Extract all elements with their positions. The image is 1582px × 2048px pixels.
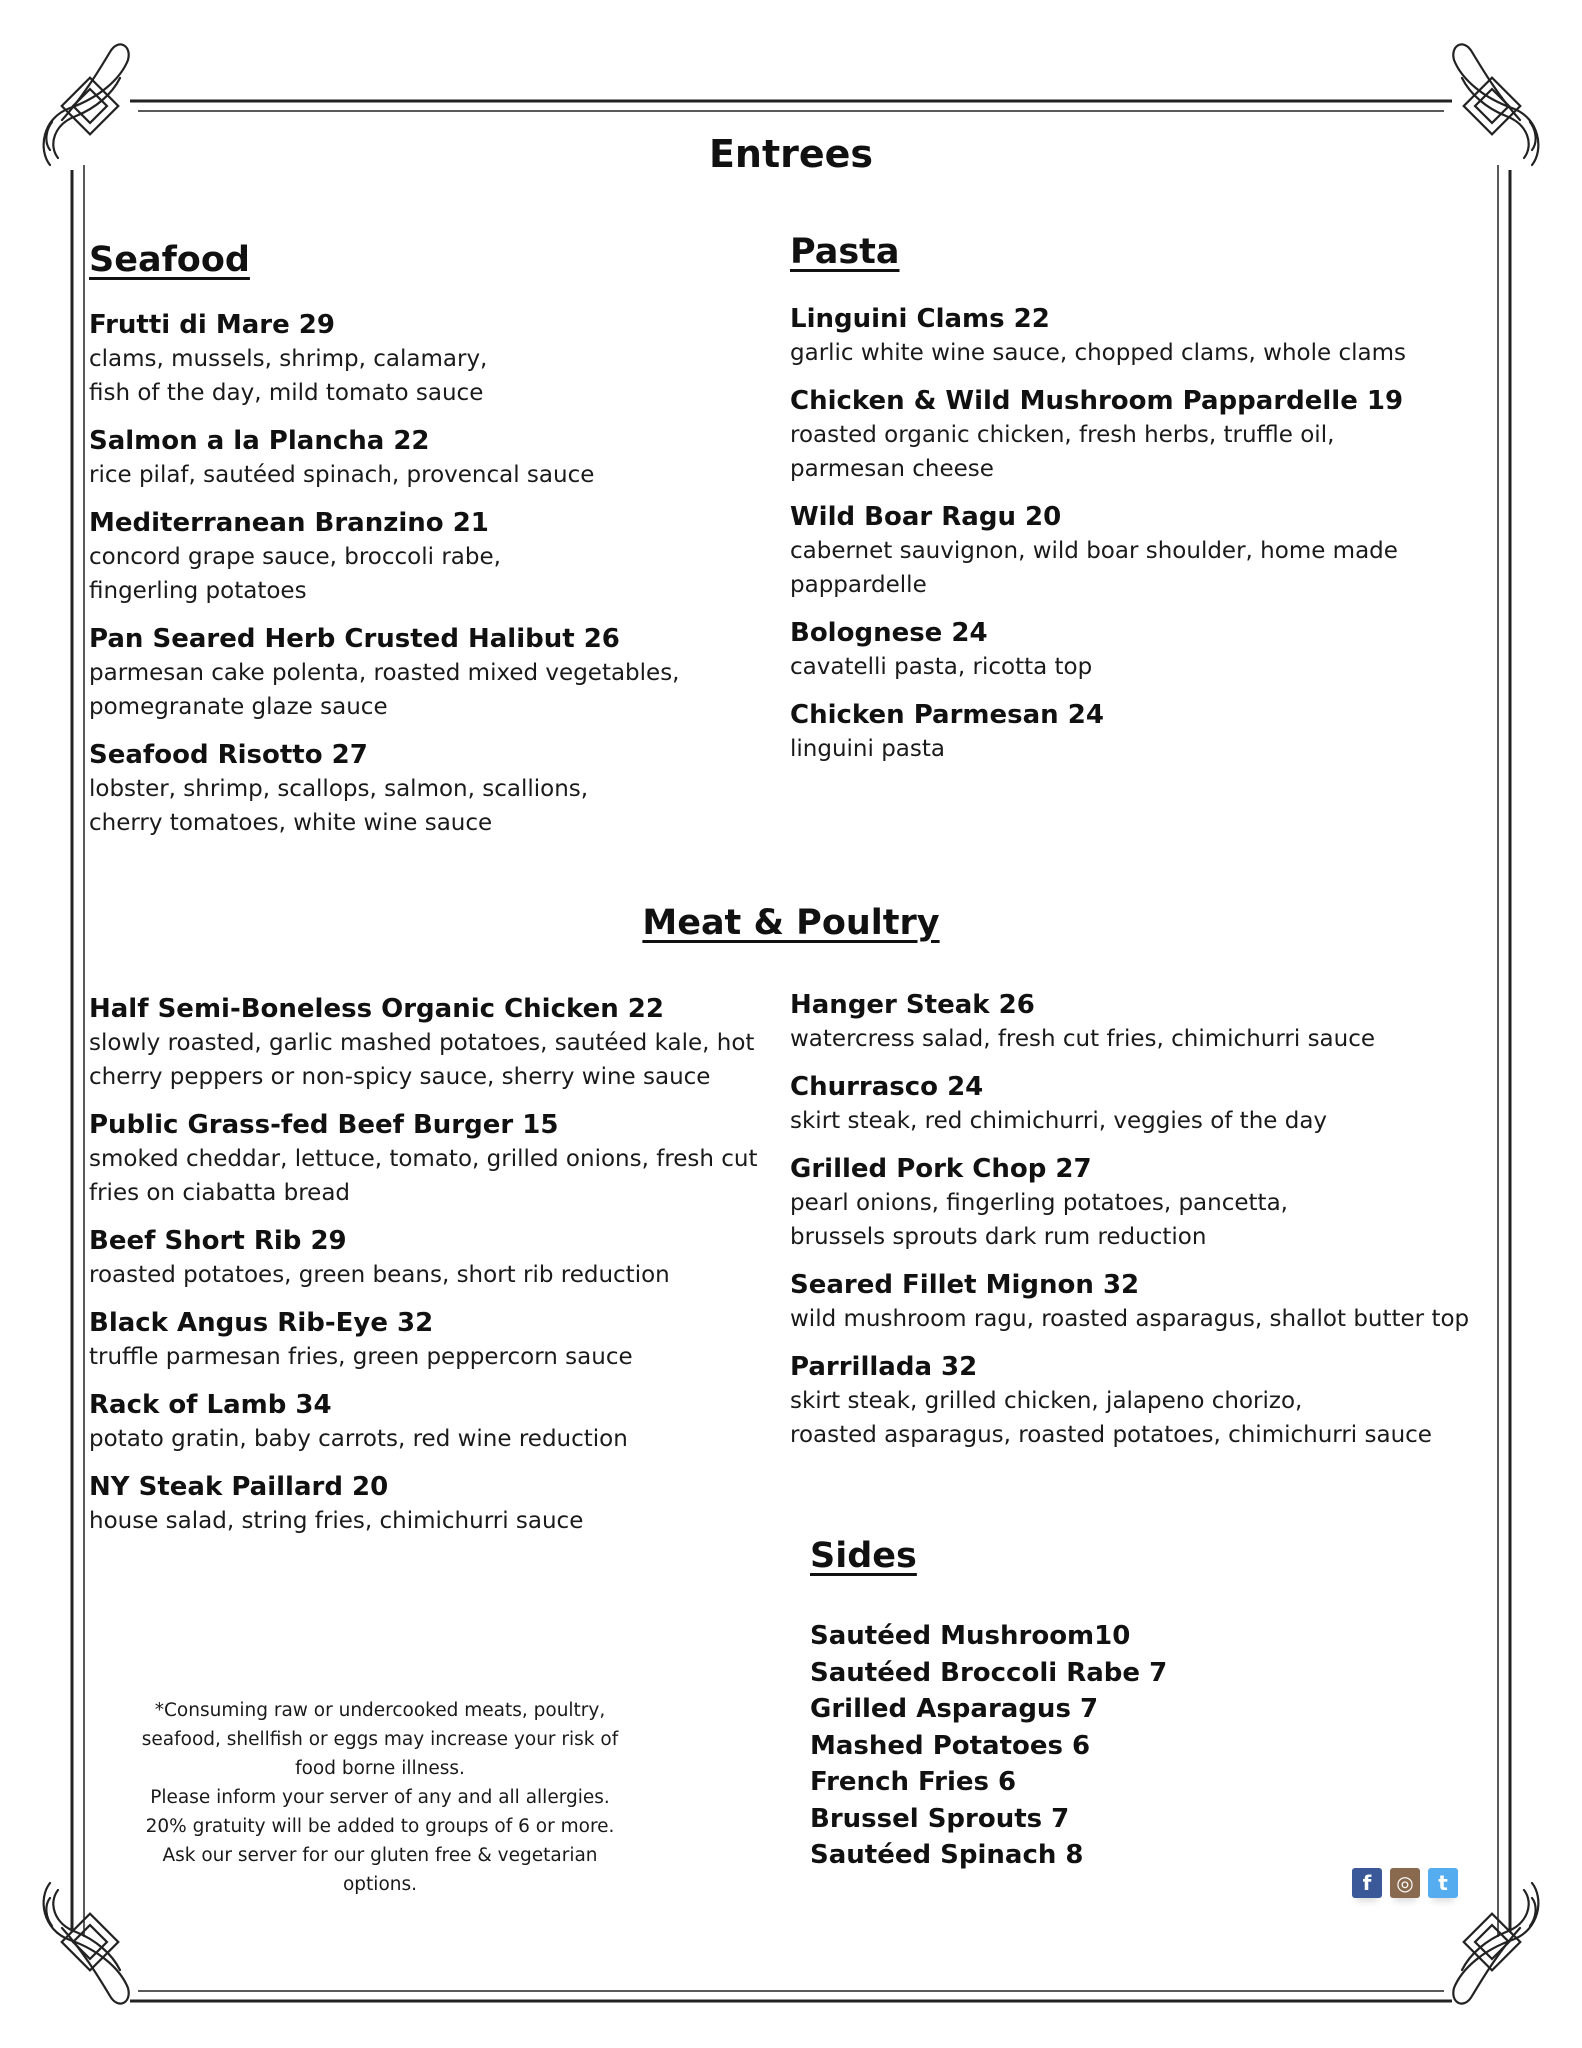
section-heading-meat-poultry: Meat & Poultry [642,903,940,943]
menu-item-grilled-pork-chop [790,1152,1490,1254]
side-item: Sautéed Spinach 8 [810,1840,1084,1870]
menu-item-mediterranean-branzino [89,506,769,608]
menu-item-churrasco [790,1070,1490,1138]
menu-item-description: wild mushroom ragu, roasted asparagus, shallot butter top [790,1306,1470,1332]
menu-item-name: Black Angus Rib-Eye 32 [89,1308,434,1338]
menu-item-name: Public Grass-fed Beef Burger 15 [89,1110,559,1140]
menu-item-description: skirt steak, grilled chicken, jalapeno chorizo, roasted asparagus, roasted potatoes, chimichurri sauce [790,1388,1432,1448]
menu-item-name: Beef Short Rib 29 [89,1226,347,1256]
menu-item-description: rice pilaf, sautéed spinach, provencal sauce [89,462,595,488]
meat-poultry-right-list [790,988,1490,1466]
menu-item-beef-short-rib [89,1224,779,1292]
seafood-list [89,308,769,854]
menu-item-seared-fillet-mignon [790,1268,1490,1336]
menu-item-name: Hanger Steak 26 [790,990,1035,1020]
menu-item-name: Pan Seared Herb Crusted Halibut 26 [89,624,620,654]
side-item: Grilled Asparagus 7 [810,1694,1099,1724]
menu-item-description: linguini pasta [790,736,945,762]
menu-item-name: Mediterranean Branzino 21 [89,508,489,538]
menu-item-description: cabernet sauvignon, wild boar shoulder, home made pappardelle [790,538,1398,598]
menu-item-description: roasted organic chicken, fresh herbs, truffle oil, parmesan cheese [790,422,1335,482]
menu-item-description: roasted potatoes, green beans, short rib reduction [89,1262,670,1288]
menu-item-name: Wild Boar Ragu 20 [790,502,1062,532]
menu-item-description: cavatelli pasta, ricotta top [790,654,1093,680]
social-icons [1352,1868,1458,1898]
menu-item-name: Frutti di Mare 29 [89,310,335,340]
menu-item-description: garlic white wine sauce, chopped clams, whole clams [790,340,1406,366]
menu-item-description: pearl onions, fingerling potatoes, pancetta, brussels sprouts dark rum reduction [790,1190,1288,1250]
menu-item-description: watercress salad, fresh cut fries, chimichurri sauce [790,1026,1376,1052]
menu-item-name: Parrillada 32 [790,1352,978,1382]
side-item: Sautéed Broccoli Rabe 7 [810,1657,1168,1688]
menu-item-name: Half Semi-Boneless Organic Chicken 22 [89,994,664,1024]
twitter-icon[interactable]: t [1428,1868,1458,1898]
menu-item-description: concord grape sauce, broccoli rabe, fingerling potatoes [89,544,501,604]
menu-item-name: Linguini Clams 22 [790,304,1050,334]
menu-item-description: truffle parmesan fries, green peppercorn sauce [89,1344,633,1370]
meat-poultry-left-list [89,992,779,1552]
facebook-icon[interactable]: f [1352,1868,1382,1898]
side-item: Mashed Potatoes 6 [810,1730,1091,1761]
menu-item-name: Churrasco 24 [790,1072,984,1102]
menu-item-wild-boar-ragu [790,500,1480,602]
section-heading-pasta: Pasta [790,232,900,272]
sides-list [810,1618,1310,1874]
section-heading-seafood: Seafood [89,240,250,280]
menu-item-parrillada [790,1350,1490,1452]
menu-item-description: slowly roasted, garlic mashed potatoes, sautéed kale, hot cherry peppers or non-spicy sauce, sherry wine sauce [89,1030,755,1090]
menu-item-public-grass-fed-beef-burger [89,1108,779,1210]
menu-item-bolognese [790,616,1480,684]
menu-item-name: Rack of Lamb 34 [89,1390,332,1420]
side-item: Sautéed Mushroom10 [810,1621,1131,1651]
menu-item-linguini-clams [790,302,1480,370]
menu-item-hanger-steak [790,988,1490,1056]
page-title: Entrees [708,132,874,176]
menu-item-frutti-di-mare [89,308,769,410]
menu-item-name: Grilled Pork Chop 27 [790,1154,1092,1184]
menu-item-description: potato gratin, baby carrots, red wine reduction [89,1426,628,1452]
menu-item-salmon-a-la-plancha [89,424,769,492]
menu-item-chicken-wild-mushroom-pappardelle [790,384,1480,486]
allergy-disclaimer: *Consuming raw or undercooked meats, poultry, seafood, shellfish or eggs may increase your risk of food borne illness. Please inform your server of any and all allergies. 20% gratuity will be added to groups of 6 or more. Ask our server for our gluten free & vegetarian options. [141,1700,619,1895]
menu-item-chicken-parmesan [790,698,1480,766]
menu-item-description: clams, mussels, shrimp, calamary, fish of the day, mild tomato sauce [89,346,488,406]
menu-item-ny-steak-paillard [89,1470,779,1538]
pasta-list [790,302,1480,780]
menu-item-name: Chicken & Wild Mushroom Pappardelle 19 [790,386,1404,416]
menu-item-description: parmesan cake polenta, roasted mixed vegetables, pomegranate glaze sauce [89,660,680,720]
side-item: French Fries 6 [810,1767,1017,1797]
menu-item-name: Salmon a la Plancha 22 [89,426,430,456]
menu-item-name: Bolognese 24 [790,618,988,648]
side-item: Brussel Sprouts 7 [810,1803,1070,1834]
menu-item-pan-seared-herb-crusted-halibut [89,622,769,724]
menu-item-name: Chicken Parmesan 24 [790,700,1104,730]
menu-item-seafood-risotto [89,738,769,840]
menu-item-rack-of-lamb [89,1388,779,1456]
menu-item-description: house salad, string fries, chimichurri sauce [89,1508,584,1534]
instagram-icon[interactable]: ◎ [1390,1868,1420,1898]
menu-item-name: Seafood Risotto 27 [89,740,368,770]
menu-item-name: NY Steak Paillard 20 [89,1472,389,1502]
menu-item-name: Seared Fillet Mignon 32 [790,1270,1140,1300]
menu-item-description: skirt steak, red chimichurri, veggies of the day [790,1108,1328,1134]
menu-item-description: lobster, shrimp, scallops, salmon, scallions, cherry tomatoes, white wine sauce [89,776,589,836]
menu-item-description: smoked cheddar, lettuce, tomato, grilled onions, fresh cut fries on ciabatta bread [89,1146,758,1206]
section-heading-sides: Sides [810,1536,917,1576]
menu-item-black-angus-rib-eye [89,1306,779,1374]
menu-item-half-semi-boneless-organic-chicken [89,992,779,1094]
